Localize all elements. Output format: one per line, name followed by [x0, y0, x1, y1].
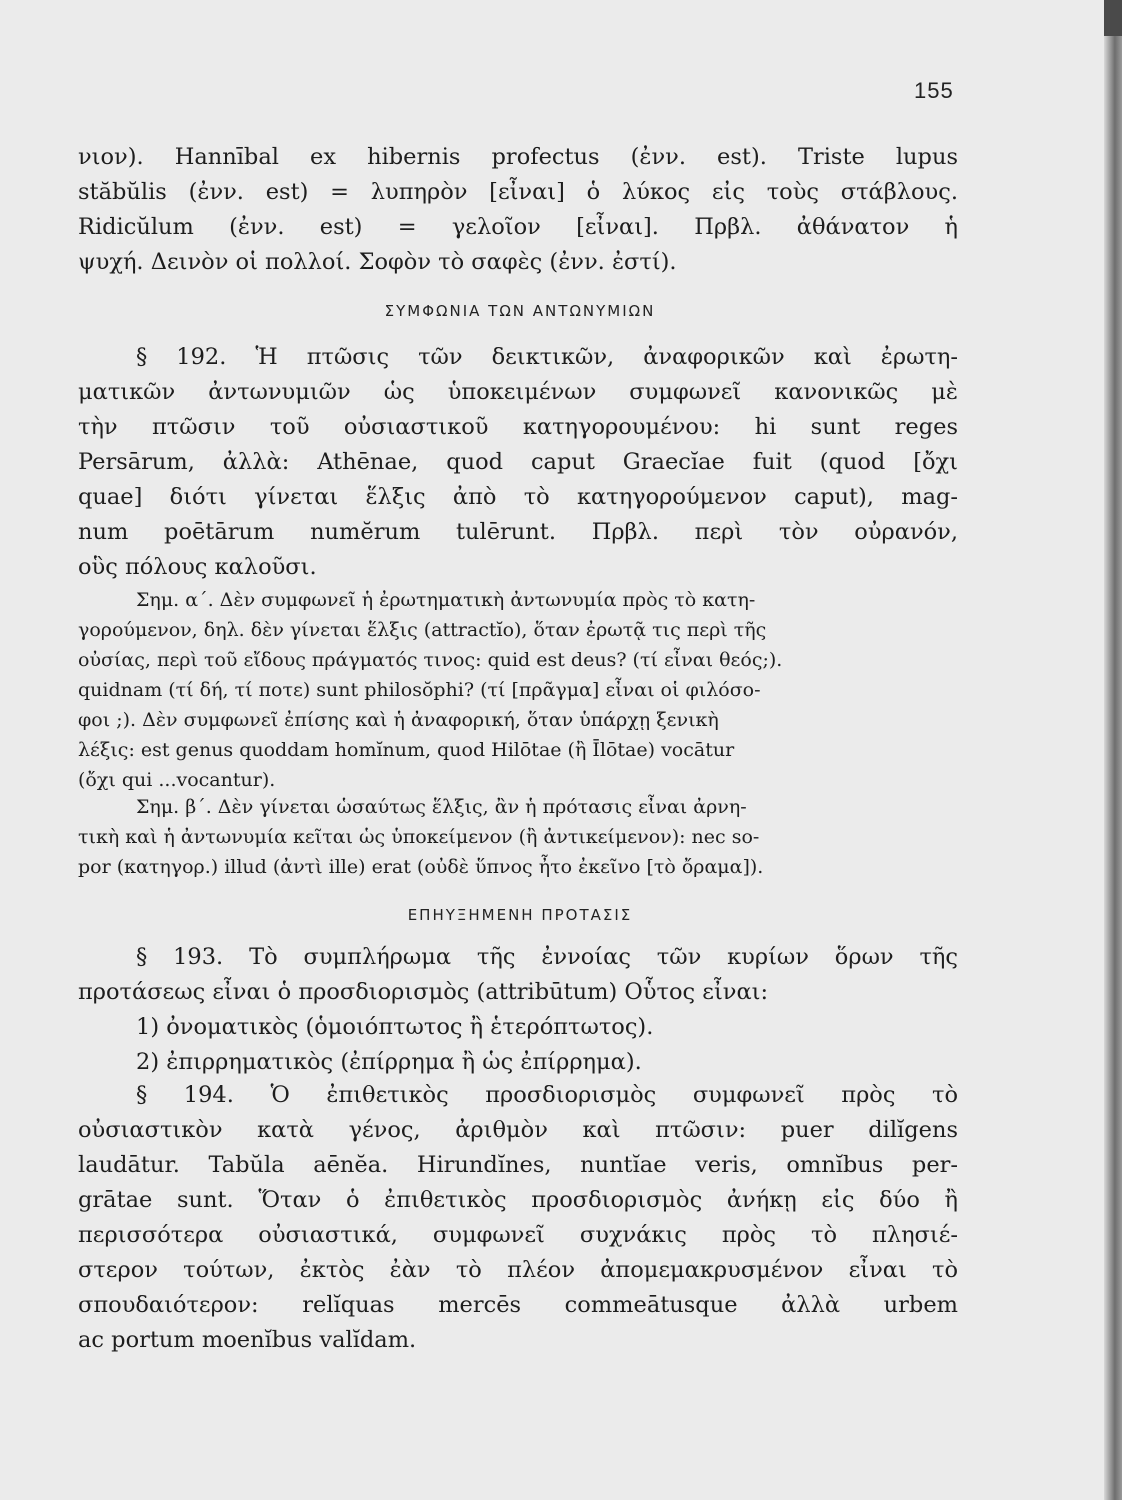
text-line: (ὄχι qui ...vocantur).: [78, 769, 276, 791]
text-line: οὐσιαστικὸν κατὰ γένος, ἀριθμὸν καὶ πτῶσιν: puer dilĭgens: [78, 1117, 958, 1143]
text-line: laudātur. Tabŭla aēnĕa. Hirundĭnes, nuntĭae veris, omnĭbus per-: [78, 1152, 958, 1178]
text-line: γορούμενον, δηλ. δὲν γίνεται ἕλξις (attractĭo), ὅταν ἐρωτᾷ τις περὶ τῆς: [78, 619, 767, 641]
page-number: 155: [914, 78, 954, 103]
text-line: grātae sunt. Ὅταν ὁ ἐπιθετικὸς προσδιορισμὸς ἀνήκῃ εἰς δύο ἢ: [78, 1187, 958, 1213]
text-line: ac portum moenĭbus valĭdam.: [78, 1327, 417, 1353]
text-line: περισσότερα οὐσιαστικά, συμφωνεῖ συχνάκις πρὸς τὸ πλησιέ-: [78, 1222, 958, 1248]
text-line: προτάσεως εἶναι ὁ προσδιορισμὸς (attribūtum) Οὗτος εἶναι:: [78, 979, 769, 1005]
section-194: [78, 1078, 958, 1358]
text-line: § 193. Τὸ συμπλήρωμα τῆς ἐννοίας τῶν κυρίων ὅρων τῆς: [136, 944, 958, 970]
text-line: § 192. Ἡ πτῶσις τῶν δεικτικῶν, ἀναφορικῶν καὶ ἐρωτη-: [136, 344, 958, 370]
page-edge-top-shadow: [1104, 0, 1122, 36]
text-line: Ridicŭlum (ἐνν. est) = γελοῖον [εἶναι]. Πρβλ. ἀθάνατον ἡ: [78, 214, 958, 240]
attribute-type-list: [78, 1010, 958, 1080]
section-193: [78, 940, 958, 1010]
text-line: ματικῶν ἀντωνυμιῶν ὡς ὑποκειμένων συμφωνεῖ κανονικῶς μὲ: [78, 379, 958, 405]
text-line: Σημ. β΄. Δὲν γίνεται ὡσαύτως ἕλξις, ἂν ἡ πρότασις εἶναι ἀρνη-: [136, 796, 747, 818]
section-heading-pronoun-agreement: ΣΥΜΦΩΝΙΑ ΤΩΝ ΑΝΤΩΝΥΜΙΩΝ: [384, 302, 656, 320]
text-line: Persārum, ἀλλὰ: Athēnae, quod caput Graecĭae fuit (quod [ὄχι: [78, 449, 958, 475]
text-line: νιον). Hannībal ex hibernis profectus (ἐνν. est). Triste lupus: [78, 144, 958, 170]
text-line: num poētārum numĕrum tulērunt. Πρβλ. περὶ τὸν οὐρανόν,: [78, 519, 958, 545]
text-line: σπουδαιότερον: relĭquas mercēs commeātusque ἀλλὰ urbem: [78, 1292, 958, 1318]
note-beta: [78, 792, 958, 882]
text-line: por (κατηγορ.) illud (ἀντὶ ille) erat (οὐδὲ ὕπνος ἦτο ἐκεῖνο [τὸ ὄραμα]).: [78, 856, 764, 878]
text-line: οὐσίας, περὶ τοῦ εἴδους πράγματός τινος: quid est deus? (τί εἶναι θεός;).: [78, 649, 783, 671]
top-paragraph: [78, 140, 958, 280]
list-item: 1) ὀνοματικὸς (ὁμοιόπτωτος ἢ ἑτερόπτωτος).: [136, 1014, 654, 1040]
text-line: § 194. Ὁ ἐπιθετικὸς προσδιορισμὸς συμφωνεῖ πρὸς τὸ: [136, 1082, 958, 1108]
text-line: quidnam (τί δή, τί ποτε) sunt philosŏphi? (τί [πρᾶγμα] εἶναι οἱ φιλόσο-: [78, 679, 761, 701]
text-line: ψυχή. Δεινὸν οἱ πολλοί. Σοφὸν τὸ σαφὲς (ἐνν. ἐστί).: [78, 249, 677, 275]
note-alpha: [78, 585, 958, 795]
section-heading-extended-clause: ΕΠΗΥΞΗΜΕΝΗ ΠΡΟΤΑΣΙΣ: [407, 906, 633, 924]
text-line: stăbŭlis (ἐνν. est) = λυπηρὸν [εἶναι] ὁ λύκος εἰς τοὺς στάβλους.: [78, 179, 958, 205]
text-line: στερον τούτων, ἐκτὸς ἐὰν τὸ πλέον ἀπομεμακρυσμένον εἶναι τὸ: [78, 1257, 958, 1283]
text-line: φοι ;). Δὲν συμφωνεῖ ἐπίσης καὶ ἡ ἀναφορική, ὅταν ὑπάρχῃ ξενικὴ: [78, 709, 719, 731]
text-line: οὓς πόλους καλοῦσι.: [78, 554, 317, 580]
list-item: 2) ἐπιρρηματικὸς (ἐπίρρημα ἢ ὡς ἐπίρρημα).: [136, 1049, 642, 1075]
page-edge-shadow: [1104, 0, 1122, 1500]
section-192: [78, 340, 958, 585]
text-line: τικὴ καὶ ἡ ἀντωνυμία κεῖται ὡς ὑποκείμενον (ἢ ἀντικείμενον): nec so-: [78, 826, 760, 848]
text-line: τὴν πτῶσιν τοῦ οὐσιαστικοῦ κατηγορουμένου: hi sunt reges: [78, 414, 958, 440]
text-line: quae] διότι γίνεται ἕλξις ἀπὸ τὸ κατηγορούμενον caput), mag-: [78, 484, 958, 510]
text-line: Σημ. α΄. Δὲν συμφωνεῖ ἡ ἐρωτηματικὴ ἀντωνυμία πρὸς τὸ κατη-: [136, 589, 756, 611]
text-line: λέξις: est genus quoddam homĭnum, quod Hilōtae (ἢ Īlōtae) vocātur: [78, 739, 735, 761]
